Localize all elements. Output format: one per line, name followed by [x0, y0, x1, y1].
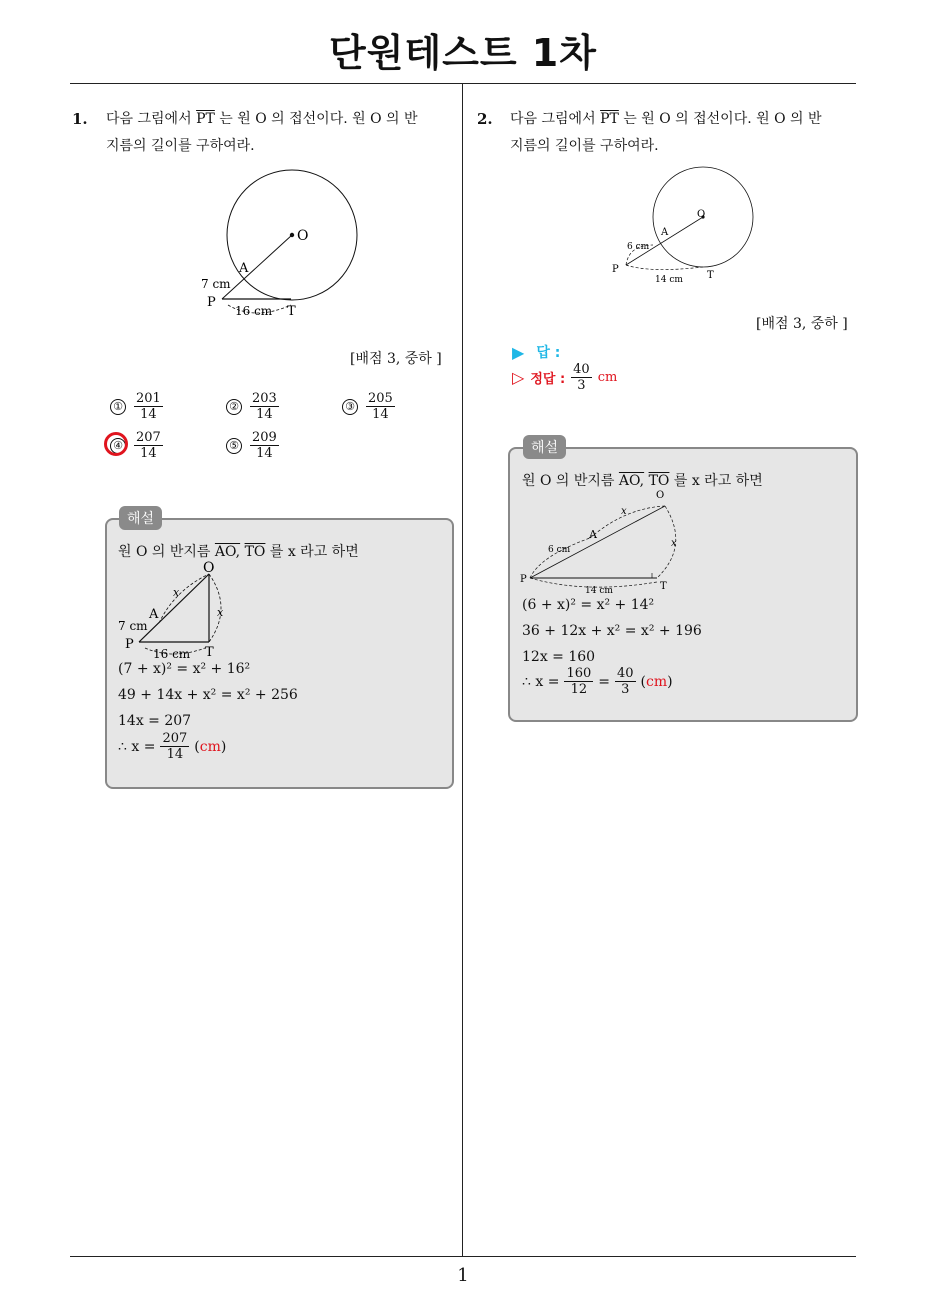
q1-solution-figure — [115, 560, 240, 660]
q1-figure — [195, 165, 370, 325]
page-title: 단원테스트 1차 — [329, 31, 597, 75]
sol2-arc-ao — [590, 506, 665, 538]
choice-frac: $\frac{203}{14}$ — [252, 391, 277, 422]
q1-choice-3[interactable] — [342, 391, 395, 422]
q2-label-t: T — [707, 270, 714, 281]
sol1-label-x1: x — [173, 586, 180, 599]
choice-frac: $\frac{201}{14}$ — [136, 391, 161, 422]
q1-text-a: 다음 그림에서 — [106, 111, 192, 127]
q1-segment-pt: $\overline{PT}$ — [196, 111, 215, 127]
choice-mark: ① — [110, 399, 126, 415]
sol2-label-x1: x — [621, 506, 627, 517]
footer-rule — [70, 1256, 856, 1257]
q1-eq1: (7 + x)² = x² + 16² — [118, 661, 251, 677]
q2-text-c: 지름의 길이를 구하여라. — [510, 138, 659, 154]
choice-mark: ② — [226, 399, 242, 415]
q2-label-pt: 14 cm — [655, 275, 683, 285]
q1-number: 1. — [72, 110, 88, 128]
q2-correct-row — [512, 362, 617, 393]
q2-label-p: P — [612, 264, 619, 275]
q1-text-b: 는 원 O 의 접선이다. 원 O 의 반 — [219, 111, 418, 127]
q1-label-pt: 16 cm — [235, 304, 273, 318]
choice-frac: $\frac{207}{14}$ — [136, 430, 161, 461]
q2-label-a: A — [661, 227, 669, 238]
selected-answer-circle — [104, 432, 128, 456]
sol2-arc-pa — [530, 538, 590, 578]
sol1-label-p: P — [125, 637, 134, 652]
q2-text-b: 는 원 O 의 접선이다. 원 O 의 반 — [623, 111, 822, 127]
sol1-label-x2: x — [217, 606, 224, 619]
q2-figure — [605, 165, 765, 290]
q2-text — [510, 106, 860, 160]
sol2-label-a: A — [589, 528, 597, 541]
q1-label-p: P — [207, 295, 216, 310]
sol1-label-pt: 16 cm — [153, 647, 191, 660]
q1-choice-1[interactable] — [110, 391, 163, 422]
sol2-label-o: O — [656, 490, 665, 501]
q2-solution-tag: 해설 — [523, 435, 566, 459]
q2-eq3: 12x = 160 — [522, 649, 596, 665]
correct-arrow-icon: ▷ — [512, 368, 525, 387]
sol2-label-p: P — [520, 574, 527, 585]
sol2-label-x2: x — [671, 538, 677, 549]
sol2-label-t: T — [660, 581, 667, 592]
q2-solution-intro: 원 O 의 반지름 AO, $\overline{TO}$ 를 x 라고 하면 — [522, 473, 763, 489]
q2-eq1: (6 + x)² = x² + 14² — [522, 597, 655, 613]
q2-answer-row — [512, 342, 560, 362]
q1-choice-5[interactable] — [226, 430, 279, 461]
q1-eq3: 14x = 207 — [118, 713, 192, 729]
q1-center-dot — [290, 233, 294, 237]
page-number: 1 — [457, 1265, 469, 1286]
choice-mark: ③ — [342, 399, 358, 415]
sol2-label-pa: 6 cm — [548, 545, 571, 555]
q2-line-po — [626, 217, 703, 265]
q2-label-pa: 6 cm — [627, 242, 650, 252]
q1-text-c: 지름의 길이를 구하여라. — [106, 138, 255, 154]
q2-info: [배점 3, 중하 ] — [756, 316, 848, 332]
q1-solution-tag: 해설 — [119, 506, 162, 530]
q2-correct-unit: cm — [597, 370, 618, 385]
q2-text-a: 다음 그림에서 — [510, 111, 596, 127]
sol1-label-o: O — [203, 560, 215, 576]
q1-choice-4[interactable] — [110, 430, 163, 461]
sol2-line-po — [530, 506, 665, 578]
q1-eq4: ∴ x = $\frac{207}{14}$ (cm) — [118, 731, 227, 762]
q2-eq2: 36 + 12x + x² = x² + 196 — [522, 623, 702, 639]
q2-label-o: O — [697, 209, 706, 220]
column-divider — [462, 84, 463, 1256]
sol1-label-t: T — [205, 645, 214, 660]
q1-solution-intro: 원 O 의 반지름 AO, $\overline{TO}$ 를 x 라고 하면 — [118, 544, 359, 560]
q2-correct-frac: $\frac{40}{3}$ — [573, 362, 590, 393]
q1-label-pa: 7 cm — [201, 277, 231, 291]
q2-segment-pt: $\overline{PT}$ — [600, 111, 619, 127]
sol1-label-a: A — [149, 607, 159, 622]
q2-number: 2. — [477, 110, 493, 128]
q1-label-a: A — [239, 261, 249, 276]
choice-frac: $\frac{205}{14}$ — [368, 391, 393, 422]
header-rule — [70, 83, 856, 84]
q1-label-o: O — [297, 228, 309, 244]
choice-mark: ⑤ — [226, 438, 242, 454]
q1-info: [배점 3, 중하 ] — [350, 351, 442, 367]
q2-solution-figure — [515, 486, 690, 596]
q1-choice-2[interactable] — [226, 391, 279, 422]
q2-eq4: ∴ x = $\frac{160}{12}$ = $\frac{40}{3}$ (cm) — [522, 666, 673, 697]
sol1-label-pa: 7 cm — [118, 619, 148, 633]
q2-answer-label: 답 : — [536, 345, 561, 361]
choice-mark: ④ — [110, 438, 126, 454]
answer-arrow-icon: ▶ — [512, 342, 525, 362]
choice-frac: $\frac{209}{14}$ — [252, 430, 277, 461]
sol2-label-pt: 14 cm — [585, 586, 613, 596]
q1-text — [106, 106, 456, 160]
q1-label-t: T — [287, 304, 296, 319]
q1-eq2: 49 + 14x + x² = x² + 256 — [118, 687, 298, 703]
q2-correct-label: 정답 : — [530, 372, 566, 387]
